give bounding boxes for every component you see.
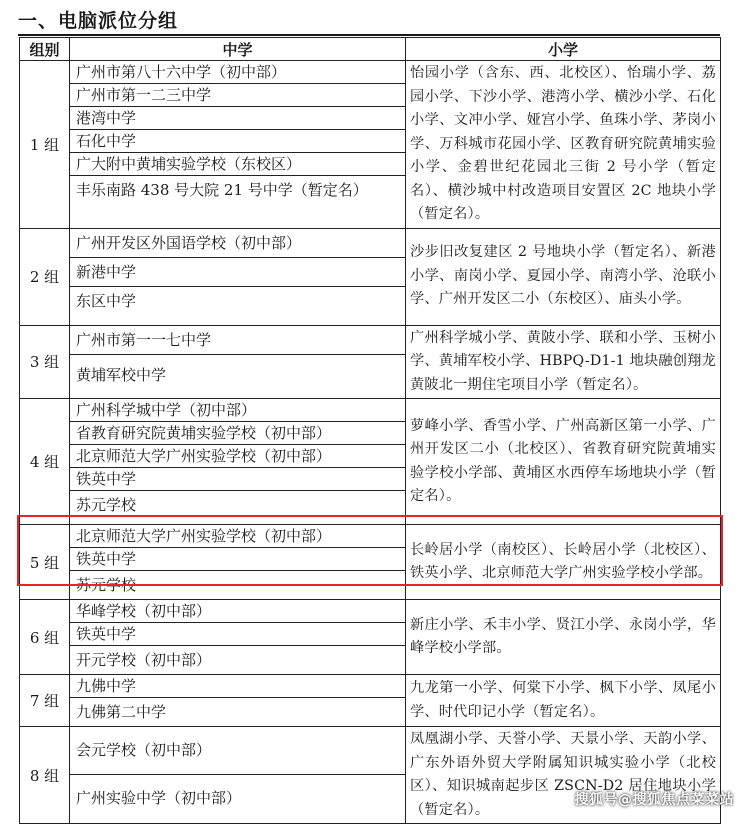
middle-school-list [70, 325, 406, 399]
middle-school: 广州市第八十六中学（初中部） [70, 61, 405, 84]
middle-school: 广州科学城中学（初中部） [70, 399, 405, 422]
middle-school-list [70, 228, 406, 325]
table-row [20, 525, 721, 600]
group-label: 6 组 [20, 600, 70, 675]
group-label: 2 组 [20, 228, 70, 325]
primary-school-list: 萝峰小学、香雪小学、广州高新区第一小学、广州开发区二小（北校区）、省教育研究院黄埔实验学校小学部、黄埔区水西停车场地块小学（暂定名）。 [406, 399, 721, 525]
middle-school-list [70, 525, 406, 600]
middle-school-list [70, 727, 406, 824]
middle-school: 黄埔军校中学 [76, 365, 167, 384]
middle-school: 省教育研究院黄埔实验学校（初中部） [70, 422, 405, 445]
header-row [20, 38, 721, 61]
middle-school: 铁英中学 [70, 623, 405, 646]
primary-school-list: 怡园小学（含东、西、北校区）、怡瑞小学、荔园小学、下沙小学、港湾小学、横沙小学、石化小学、文冲小学、娅宫小学、鱼珠小学、茅岗小学、万科城市花园小学、区教育研究院黄埔实验小学、金碧世纪花园北三街 2 号小学（暂定名）、横沙城中村改造项目安置区 2C 地块小学（暂定名）。 [406, 61, 721, 229]
header-middle: 中学 [70, 38, 406, 61]
middle-school: 开元学校（初中部） [76, 651, 212, 669]
primary-school-list: 沙步旧改复建区 2 号地块小学（暂定名）、新港小学、南岗小学、夏园小学、南湾小学、沧联小学、广州开发区二小（东校区）、庙头小学。 [406, 228, 721, 325]
title-rule [18, 34, 720, 36]
middle-school: 九佛第二中学 [76, 703, 167, 721]
middle-school: 铁英中学 [70, 548, 405, 571]
section-title: 一、电脑派位分组 [18, 10, 179, 32]
middle-school-list [70, 399, 406, 525]
group-label: 7 组 [20, 675, 70, 727]
middle-school: 广州市第一一七中学 [70, 326, 405, 355]
middle-school: 九佛中学 [70, 675, 405, 698]
middle-school-list [70, 61, 406, 229]
middle-school: 广州市第一二三中学 [70, 84, 405, 107]
middle-school-list [70, 600, 406, 675]
table-row [20, 675, 721, 727]
watermark: 搜狐号@搜狐焦点菜菜站 [574, 792, 734, 808]
group-label: 1 组 [20, 61, 70, 229]
middle-school: 北京师范大学广州实验学校（初中部） [70, 445, 405, 468]
middle-school: 北京师范大学广州实验学校（初中部） [70, 525, 405, 548]
middle-school-list [70, 675, 406, 727]
middle-school: 广大附中黄埔实验学校（东校区） [70, 153, 405, 176]
primary-school-list: 广州科学城小学、黄陂小学、联和小学、玉树小学、黄埔军校小学、HBPQ-D1-1 地块融创翔龙黄陂北一期住宅项目小学（暂定名）。 [406, 325, 721, 399]
table-row [20, 399, 721, 525]
group-label: 4 组 [20, 399, 70, 525]
middle-school: 铁英中学 [70, 468, 405, 491]
middle-school: 会元学校（初中部） [70, 727, 405, 775]
group-label: 5 组 [20, 525, 70, 600]
table-row [20, 61, 721, 229]
middle-school: 广州实验中学（初中部） [76, 789, 242, 807]
group-label: 3 组 [20, 325, 70, 399]
middle-school: 新港中学 [70, 258, 405, 287]
middle-school: 丰乐南路 438 号大院 21 号中学（暂定名） [76, 181, 368, 199]
header-group: 组别 [20, 38, 70, 61]
table-row [20, 600, 721, 675]
middle-school: 华峰学校（初中部） [70, 600, 405, 623]
header-primary: 小学 [406, 38, 721, 61]
middle-school: 苏元学校 [76, 576, 137, 594]
group-table [19, 37, 721, 824]
table-row [20, 325, 721, 399]
primary-school-list: 凤凰湖小学、天誉小学、天景小学、天韵小学、广东外语外贸大学附属知识城实验小学（北校区）、知识城南起步区 ZSCN-D2 居住地块小学（暂定名）。 [406, 727, 721, 824]
primary-school-list: 长岭居小学（南校区）、长岭居小学（北校区）、铁英小学、北京师范大学广州实验学校小学部。 [406, 525, 721, 600]
group-label: 8 组 [20, 727, 70, 824]
middle-school: 港湾中学 [70, 107, 405, 130]
middle-school: 石化中学 [70, 130, 405, 153]
middle-school: 苏元学校 [76, 496, 137, 514]
primary-school-list: 九龙第一小学、何棠下小学、枫下小学、凤尾小学、时代印记小学（暂定名）。 [406, 675, 721, 727]
middle-school: 广州开发区外国语学校（初中部） [70, 229, 405, 258]
middle-school: 东区中学 [76, 291, 137, 310]
primary-school-list: 新庄小学、禾丰小学、贤江小学、永岗小学，华峰学校小学部。 [406, 600, 721, 675]
table-row [20, 228, 721, 325]
